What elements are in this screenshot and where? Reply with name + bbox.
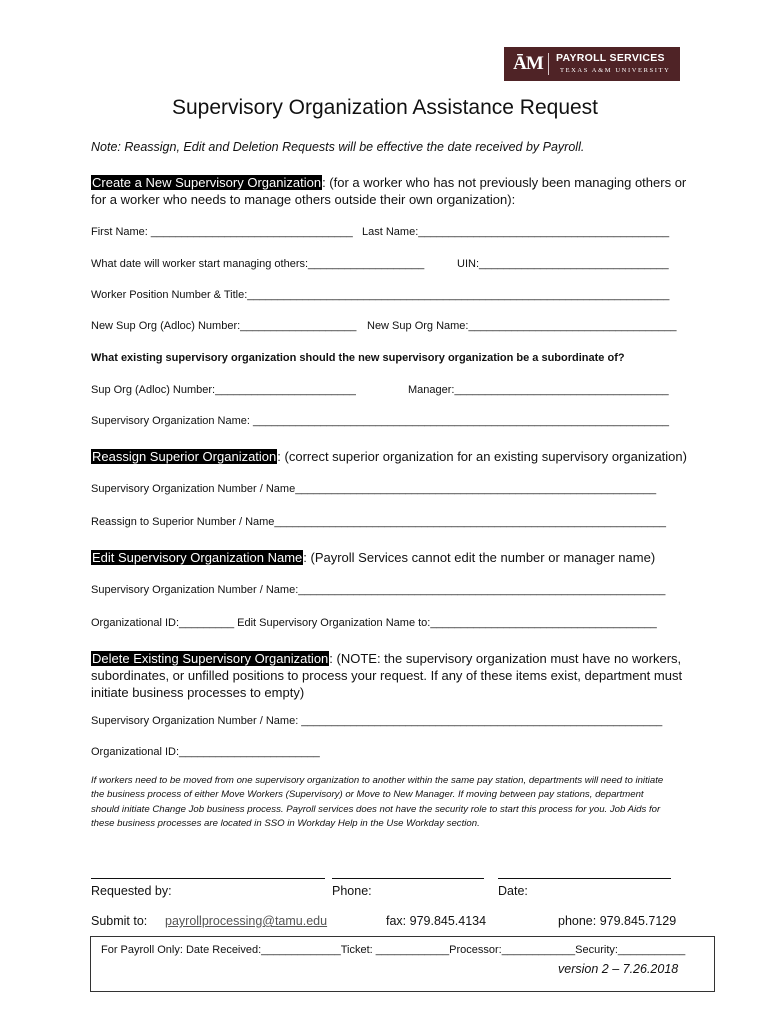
position-title-field[interactable]: Worker Position Number & Title:_____________________________________________________________________ [91,289,670,301]
logo-line2: TEXAS A&M UNIVERSITY [560,67,671,74]
reassign-sup-org-field[interactable]: Supervisory Organization Number / Name___________________________________________________________ [91,483,657,495]
new-sup-org-name-field[interactable]: New Sup Org Name:__________________________________ [367,320,677,332]
edit-section-heading: Edit Supervisory Organization Name [92,550,303,565]
edit-section-desc: : (Payroll Services cannot edit the number or manager name) [303,550,656,565]
reassign-section-heading: Reassign Superior Organization [92,449,277,464]
requested-by-line[interactable] [91,878,325,879]
uin-field[interactable]: UIN:_______________________________ [457,258,669,270]
payroll-only-fields[interactable]: For Payroll Only: Date Received:_____________Ticket: ____________Processor:____________Security:___________ [101,944,686,956]
new-sup-org-number-field[interactable]: New Sup Org (Adloc) Number:___________________ [91,320,357,332]
manager-field[interactable]: Manager:___________________________________ [408,384,669,396]
delete-section-desc-1: : (NOTE: the supervisory organization must have no workers, [329,651,682,666]
sup-org-name-field[interactable]: Supervisory Organization Name: ____________________________________________________________________ [91,415,670,427]
submit-fax: fax: 979.845.4134 [386,914,487,928]
delete-section-intro [91,650,681,667]
subordinate-question: What existing supervisory organization should the new supervisory organization be a subordinate of? [91,352,625,364]
date-line[interactable] [498,878,671,879]
business-process-note: If workers need to be moved from one supervisory organization to another within the same pay station, departments will need to initiate the business process of either Move Workers (Supervisory) or Move to New Manager. If moving between pay stations, department should initiate Change Job business process. Payroll services does not have the security role to start this process for you. Job Aids for these business processes are located in SSO in Workday Help in the Use Workday section. [91,775,664,830]
logo-divider [548,53,549,75]
version-label: version 2 – 7.26.2018 [558,962,679,976]
create-section-desc-1: : (for a worker who has not previously been managing others or [322,175,687,190]
first-name-field[interactable]: First Name: _________________________________ [91,226,353,238]
phone-label: Phone: [332,884,372,898]
reassign-section-intro [91,448,687,465]
reassign-superior-field[interactable]: Reassign to Superior Number / Name________________________________________________________________ [91,516,666,528]
edit-org-id-name-field[interactable]: Organizational ID:_________ Edit Supervisory Organization Name to:_____________________________________ [91,617,657,629]
reassign-section-desc: : (correct superior organization for an existing supervisory organization) [277,449,687,464]
edit-section-intro [91,549,655,566]
page-title: Supervisory Organization Assistance Request [171,96,599,119]
create-section-desc-2: for a worker who needs to manage others outside their own organization): [91,192,516,207]
delete-section-desc-2: subordinates, or unfilled positions to process your request. If any of these items exist, department must [91,668,683,683]
create-section-intro [91,174,686,191]
sup-org-number-field[interactable]: Sup Org (Adloc) Number:_______________________ [91,384,356,396]
edit-sup-org-field[interactable]: Supervisory Organization Number / Name:____________________________________________________________ [91,584,666,596]
effective-date-note: Note: Reassign, Edit and Deletion Requests will be effective the date received by Payroll. [91,140,585,154]
delete-section-desc-3: initiate business processes to empty) [91,685,305,700]
date-label: Date: [498,884,528,898]
create-section-heading: Create a New Supervisory Organization [92,175,322,190]
delete-section-heading: Delete Existing Supervisory Organization [92,651,329,666]
atm-logo-mark: ĀM [513,53,543,74]
payroll-services-logo [504,47,680,81]
delete-sup-org-field[interactable]: Supervisory Organization Number / Name: ___________________________________________________________ [91,715,663,727]
start-date-field[interactable]: What date will worker start managing others:___________________ [91,258,425,270]
phone-line[interactable] [332,878,484,879]
last-name-field[interactable]: Last Name:_________________________________________ [362,226,670,238]
submit-phone: phone: 979.845.7129 [558,914,677,928]
requested-by-label: Requested by: [91,884,172,898]
submit-email-link[interactable]: payrollprocessing@tamu.edu [165,914,328,928]
logo-line1: PAYROLL SERVICES [556,52,665,64]
submit-to-label: Submit to: [91,914,148,928]
delete-org-id-field[interactable]: Organizational ID:_______________________ [91,746,320,758]
